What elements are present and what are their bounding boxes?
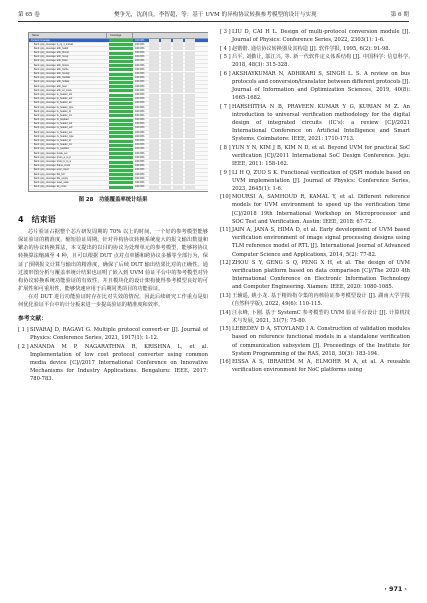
reference-number: [14]	[220, 309, 231, 316]
figure-row-cells	[149, 52, 208, 55]
reference-item	[220, 28, 410, 44]
figure-row-name: $unit::gcp_coverage::ahb_hwrite	[34, 67, 69, 71]
coverage-bar	[109, 98, 133, 101]
running-header	[18, 8, 409, 20]
figure-caption: 图 28 功能覆盖率统计结果	[78, 197, 148, 203]
coverage-bar	[109, 161, 133, 164]
coverage-bar	[109, 169, 133, 172]
reference-number: [ 5 ]	[220, 54, 231, 61]
figure-row-pct: 100.00%	[135, 80, 145, 84]
figure-row-cells	[149, 106, 208, 109]
figure-row-name: $unit::gcp_coverage::rx_header_type	[34, 134, 74, 138]
figure-row-name: $unit::gcp_coverage::ahb_hburst	[34, 51, 69, 55]
figure-row-pct: 100.00%	[135, 38, 145, 42]
figure-row-name: $unit::gcp_coverage::tx_header_len	[34, 101, 73, 105]
figure-row-cells	[149, 144, 208, 147]
figure-row-cells	[149, 135, 208, 138]
figure-row-pct: 100.00%	[135, 147, 145, 151]
figure-row-cells	[149, 186, 208, 189]
coverage-bar	[109, 156, 133, 159]
reference-item	[220, 309, 410, 325]
reference-text: EISSA A S, IBRAHEM M A, ELMOHR M A, et al. A reusable verification environment for NoC platforms using	[232, 359, 410, 374]
figure-row-pct: 100.00%	[135, 168, 145, 172]
figure-row-name: $unit::gcp_coverage::ahb_hsize	[34, 59, 68, 63]
reference-item	[220, 45, 410, 53]
figure-row-name: $unit::gcp_coverage::ahb_hresp	[34, 55, 69, 59]
figure-row-pct: 100.00%	[135, 92, 145, 96]
coverage-bar	[109, 77, 133, 80]
reference-item	[220, 193, 410, 225]
figure-row-name: $unit::gcp_coverage::mode_sel	[34, 151, 68, 155]
figure-row-pct: 100.00%	[135, 164, 145, 168]
figure-col-name: Name	[29, 33, 107, 38]
reference-text: LEBEDEV D A, STOYLAND I A. Construction of validation modules based on reference functional models in a standalone verification of communication subsystem [J]. Proceedings of the Institute for System Programming of the RAS, 2018, 30(3): 183-194.	[232, 326, 410, 357]
figure-row-cells	[149, 181, 208, 184]
coverage-bar	[109, 144, 133, 147]
figure-row-cells	[149, 81, 208, 84]
reference-text: 赵锴锴. 通信协议转换器及其构造 [J]. 软件学报, 1995, 6(2): 91-98.	[232, 45, 391, 52]
reference-item	[220, 103, 410, 143]
figure-row-cells	[149, 119, 208, 122]
reference-number: [ 6 ]	[220, 70, 231, 77]
paragraph: 在对 DUT 进行功能验证时存在比对失效的情况，因此后续研究工作重点是如何优化验证平台中的计分板来进一步提高验证的精准度和效率。	[18, 293, 208, 309]
figure-row-pct: 100.00%	[135, 122, 145, 126]
figure-row-cells	[149, 165, 208, 168]
coverage-bar	[109, 39, 133, 42]
reference-number: [15]	[220, 326, 231, 333]
references-left	[18, 326, 208, 383]
figure-row-cells	[149, 102, 208, 105]
reference-number: [10]	[220, 194, 231, 201]
figure-row-name: $unit::gcp_coverage::ahb_hready	[34, 72, 70, 75]
figure-row-name: $unit::gcp_coverage::rx_header_eof	[34, 126, 73, 130]
figure-row-cells	[149, 94, 208, 97]
figure-row-name: $unit::gcp_coverage::proto_b_to_a	[34, 159, 71, 163]
figure-row-name: $unit::gcp_coverage::ahb_hwdata	[34, 76, 70, 80]
figure-row-cells	[149, 127, 208, 130]
figure-row-cells	[149, 156, 208, 159]
paragraph: 芯片验证占据整个芯片研发周期的 70% 以上的时间，一个好的参考模型能够保证验证的精准度，缩短验证周期。针对异构协议转换系统庞大的报文输出数量和繁杂的协议转换算法，本文提出的以目的协议为处理单元的参考模型，能够将协议转换算法缩减至 4 种，且可以根据 DUT 点对点单播和跨协议多播等全部行为，保证了预期报文计算与输出的精准度，确保了后续 DUT 输出结果比对的正确性。通过波形图分析与覆盖率统计结果也证明了嵌入到 UVM 验证平台中的参考模型对异构协议转换系统功能验证的有效性，并且模块化的设计架构使得参考模型良好的可扩展性和可重用性，能够快速应用于后期同类项目的功能验证。	[18, 229, 208, 292]
figure-row-pct: 100.00%	[135, 172, 145, 176]
figure-row-cells	[149, 43, 208, 46]
figure-row-name: $unit::gcp_coverage::tx_header_sof	[34, 92, 73, 96]
figure-row-pct: 100.00%	[135, 72, 145, 75]
figure-row-cells	[149, 173, 208, 176]
coverage-bar	[109, 123, 133, 126]
figure-row-pct: 100.00%	[135, 105, 145, 109]
reference-item	[220, 358, 410, 374]
figure-row-pct: 100.00%	[135, 134, 145, 138]
reference-item	[220, 226, 410, 258]
figure-row-pct: 100.00%	[135, 176, 145, 180]
figure-row-name: $unit::gcp_coverage::tx_header_type	[34, 105, 74, 109]
figure-row-pct: 100.00%	[135, 109, 145, 113]
figure-row-name: $unit::gcp_coverage::ahb_haddr	[34, 46, 69, 50]
coverage-bar	[109, 131, 133, 134]
coverage-figure	[28, 32, 208, 192]
reference-item	[220, 53, 410, 69]
right-column	[220, 28, 410, 588]
reference-number: [11]	[220, 227, 231, 234]
coverage-bar	[109, 106, 133, 109]
figure-row-cells	[149, 152, 208, 155]
figure-row-name: $unit::gcp_coverage::fifo_full	[34, 172, 65, 176]
coverage-bar	[109, 102, 133, 105]
figure-row-name: $unit::gcp_coverage::ahb_hsel	[34, 84, 67, 88]
figure-row-name: $unit::gcp_coverage::ahb_hrdata	[34, 80, 69, 84]
figure-row-cells	[149, 73, 208, 76]
coverage-bar	[109, 89, 133, 92]
reference-number: [ 1 ]	[18, 327, 29, 334]
reference-number: [ 4 ]	[220, 45, 231, 52]
figure-row-pct: 100.00%	[135, 180, 145, 184]
figure-row-name: $unit::gcp_coverage::tx_header_crc	[34, 113, 73, 117]
figure-row-cells	[149, 169, 208, 172]
figure-row-name: $unit::gcp_coverage::frame_cross	[34, 164, 71, 168]
figure-table-rows	[29, 39, 208, 191]
coverage-bar	[109, 47, 133, 50]
figure-row-name: $unit::gcp_coverage::tx_payload	[34, 118, 69, 122]
figure-row-name: $unit::gcp_coverage::rx_header_len	[34, 130, 73, 134]
coverage-bar	[109, 127, 133, 130]
coverage-bar	[109, 68, 133, 71]
coverage-bar	[109, 173, 133, 176]
figure-row-pct: 100.00%	[135, 84, 145, 88]
figure-row-pct: 100.00%	[135, 55, 145, 59]
figure-row-cells	[149, 114, 208, 117]
reference-text: LI H Q, ZUO S K. Functional verification of QSPI module based on UVM implementation [J]. Journal of Physics: Conference Series, 2023, 2645(1): 1-6.	[232, 169, 410, 192]
reference-text: LIU D, CAI H L. Design of multi-protocol conversion module [J]. Journal of Physics: Conference Series, 2022, 2303(1): 1-6.	[232, 29, 410, 44]
figure-row-name: $unit::gcp_coverage::error_inject	[34, 168, 69, 172]
figure-row-pct: 100.00%	[135, 118, 145, 122]
reference-item	[220, 259, 410, 291]
reference-number: [ 3 ]	[220, 29, 231, 35]
reference-text: 汪永峰, 卜刚. 基于 SystemC 参考模型的 UVM 验证平台设计 [J]. 计算机技术与发展, 2021, 31(7): 75-80.	[232, 309, 410, 324]
coverage-bar	[109, 119, 133, 122]
figure-row-pct: 100.00%	[135, 67, 145, 71]
section-body	[18, 228, 208, 309]
reference-text: SIVARAJ D, RAGAVI G. Multiple protocol convert-er [J]. Journal of Physics: Conference Series, 2021, 1917(1): 1-12.	[30, 327, 208, 342]
figure-row-cells	[149, 77, 208, 80]
reference-item	[220, 169, 410, 193]
header-volume: 第 65 卷	[18, 12, 40, 18]
references-title: 参考文献：	[18, 316, 47, 323]
coverage-bar	[109, 148, 133, 151]
figure-row-cells	[149, 85, 208, 88]
reference-text: 王辅遥, 姚小龙. 基于精简指令集的内核验证参考模型设计 [J]. 湖南大学学报 (自然科学版), 2022, 49(6): 110-115.	[232, 293, 410, 308]
figure-row-name: $unit::gcp_coverage::rx_payload	[34, 147, 69, 151]
reference-number: [ 9 ]	[220, 169, 231, 176]
figure-row	[29, 186, 208, 190]
figure-row-pct: 100.00%	[135, 59, 145, 63]
figure-row-name: $unit::gcp_coverage::fifo_empty	[34, 176, 68, 180]
reference-text: JAIN A, JANA S, HIMA D, et al. Early development of UVM based verification environment of image signal processing designs using TLM reference model of RTL [J]. International Journal of Advanced Computer Science and Applications, 2014, 5(2): 77-82.	[232, 227, 410, 258]
coverage-bar	[109, 186, 133, 189]
reference-item	[18, 326, 208, 342]
figure-row-pct: 100.00%	[135, 159, 145, 163]
figure-row-cells	[149, 89, 208, 92]
figure-row-name: Current Coverage	[31, 38, 51, 42]
figure-row-name: $unit::gcp_coverage::rx_header_sof	[34, 122, 73, 126]
figure-row-cells	[149, 98, 208, 101]
reference-number: [ 8 ]	[220, 144, 231, 151]
figure-row-cells	[149, 123, 208, 126]
header-rule	[18, 21, 409, 22]
coverage-bar	[109, 135, 133, 138]
figure-row-name: $unit::gcp_coverage::p_cg_1_instsat	[34, 42, 73, 46]
figure-row-cells	[149, 161, 208, 164]
figure-row-pct: 100.00%	[135, 185, 145, 189]
reference-number: [16]	[220, 359, 231, 366]
figure-row-pct: 100.00%	[135, 97, 145, 101]
figure-row-pct: 100.00%	[135, 151, 145, 155]
figure-row-name: $unit::gcp_coverage::ahb_htrans	[34, 63, 69, 67]
figure-row-cells	[149, 131, 208, 134]
reference-item	[18, 343, 208, 383]
figure-row-name: $unit::gcp_coverage::tx_header_eof	[34, 97, 73, 101]
figure-row-pct: 100.00%	[135, 130, 145, 134]
coverage-bar	[109, 181, 133, 184]
coverage-bar	[109, 110, 133, 113]
figure-row-name: $unit::gcp_coverage::ahb_wr_cross	[34, 88, 72, 92]
figure-row-name: $unit::gcp_coverage::proto_a_to_b	[34, 155, 71, 159]
figure-col-coverage: Coverage	[107, 33, 133, 38]
reference-text: HARSHITHA N B, PRAVEEN KUMAR Y G, KURIAN M Z. An introduction to universal verification methodology for the digital design of integrated circuits (IC's): a review [C]//2021 International Conference on Artificial Intelligence and Smart Systems. Coimbatore: IEEE, 2021: 1710-1713.	[232, 103, 410, 143]
left-column	[18, 28, 208, 588]
reference-text: AKSHAYKUMAR N, ADHIKARI S, SINGH L. S. A review on bus protocols and conversion/translator between different protocols [J]. Journal of Information and Optimization Sciences, 2019, 40(8): 1665-1682.	[232, 70, 410, 102]
figure-row-pct: 100.00%	[135, 63, 145, 67]
page-number: · 971 ·	[384, 585, 407, 593]
figure-row-cells	[149, 68, 208, 71]
coverage-bar	[109, 64, 133, 67]
figure-row-name: $unit::gcp_coverage::rx_header_crc	[34, 143, 73, 147]
coverage-bar	[109, 94, 133, 97]
figure-row-cells	[149, 39, 208, 42]
reference-text: 吕平, 刘勤让, 邬江兴, 等. 新一代软件定义体系结构 [J]. 中国科学: 信息科学, 2018, 48(3): 315-328.	[232, 54, 410, 69]
figure-row-pct: 100.00%	[135, 155, 145, 159]
figure-row-pct: 100.00%	[135, 42, 145, 46]
header-title: 樊争光，沈润良，李智超，等：基于 UVM 的异构协议转换参考模型的设计与实现	[113, 12, 317, 18]
reference-number: [ 2 ]	[18, 343, 29, 350]
reference-text: ZHOU S Y, GENG S Q, PENG X H, et al. The design of UVM verification platform based on data comparison [C]//The 2020 4th International Conference on Electronic Information Technology and Computer Engineering. Xiamen: IEEE, 2020: 1080-1085.	[232, 260, 410, 291]
figure-row-cells	[149, 148, 208, 151]
coverage-bar	[109, 56, 133, 59]
figure-row-cells	[149, 140, 208, 143]
reference-item	[220, 292, 410, 308]
figure-row-pct: 100.00%	[135, 139, 145, 142]
header-issue: 第 6 期	[390, 12, 409, 18]
figure-row-cells	[149, 56, 208, 59]
section-title: 4 结束语	[18, 215, 56, 225]
reference-item	[220, 70, 410, 102]
figure-row-cells	[149, 60, 208, 63]
figure-row-pct: 100.00%	[135, 51, 145, 55]
figure-row-pct: 100.00%	[135, 113, 145, 117]
coverage-bar	[109, 140, 133, 143]
coverage-bar	[109, 114, 133, 117]
figure-row-pct: 100.00%	[135, 101, 145, 105]
figure-row-name: $unit::gcp_coverage::reset_state	[34, 180, 69, 184]
coverage-bar	[109, 52, 133, 55]
reference-text: YUN Y N, KIM J B, KIM N D, et al. Beyond UVM for practical SoC verification [C]//2011 International SoC Design Conference. Jeju: IEEE, 2011: 158-162.	[232, 144, 410, 167]
coverage-bar	[109, 81, 133, 84]
reference-item	[220, 144, 410, 168]
coverage-bar	[109, 85, 133, 88]
figure-row-pct: 100.00%	[135, 126, 145, 130]
reference-number: [12]	[220, 260, 231, 267]
reference-number: [ 7 ]	[220, 103, 231, 110]
figure-row-name: $unit::gcp_coverage::tx_header_id	[34, 109, 71, 113]
figure-row-pct: 100.00%	[135, 46, 145, 50]
reference-number: [13]	[220, 293, 231, 299]
coverage-bar	[109, 152, 133, 155]
figure-row-pct: 100.00%	[135, 88, 145, 92]
figure-row-name: $unit::gcp_coverage::all_cross	[34, 185, 67, 189]
figure-row-cells	[149, 177, 208, 180]
coverage-bar	[109, 43, 133, 46]
figure-row-cells	[149, 110, 208, 113]
figure-row-pct: 100.00%	[135, 143, 145, 147]
reference-item	[220, 325, 410, 357]
figure-row-cells	[149, 47, 208, 50]
coverage-bar	[109, 177, 133, 180]
coverage-bar	[109, 60, 133, 63]
reference-text: ANANDA M P, NAGARATHNA R, KRISHNA L, et al. Implementation of low cost protocol converter using common media device [C]//2017 International Conference on Innovative Mechanisms for Industry Applications. Bengaluru: IEEE, 2017: 780-783.	[30, 343, 208, 383]
figure-row-pct: 100.00%	[135, 76, 145, 80]
references-right	[220, 28, 410, 374]
figure-row-name: $unit::gcp_coverage::rx_header_id	[34, 139, 71, 142]
figure-row-cells	[149, 64, 208, 67]
coverage-bar	[109, 73, 133, 76]
coverage-bar	[109, 165, 133, 168]
reference-text: MOURSI A, SAMHOUD R, KAMAL Y, et al. Different reference models for UVM environment to speed up the verification time [C]//2018 19th International Workshop on Microprocessor and SOC Test and Verification. Austin: IEEE, 2018: 67-72.	[232, 194, 410, 225]
